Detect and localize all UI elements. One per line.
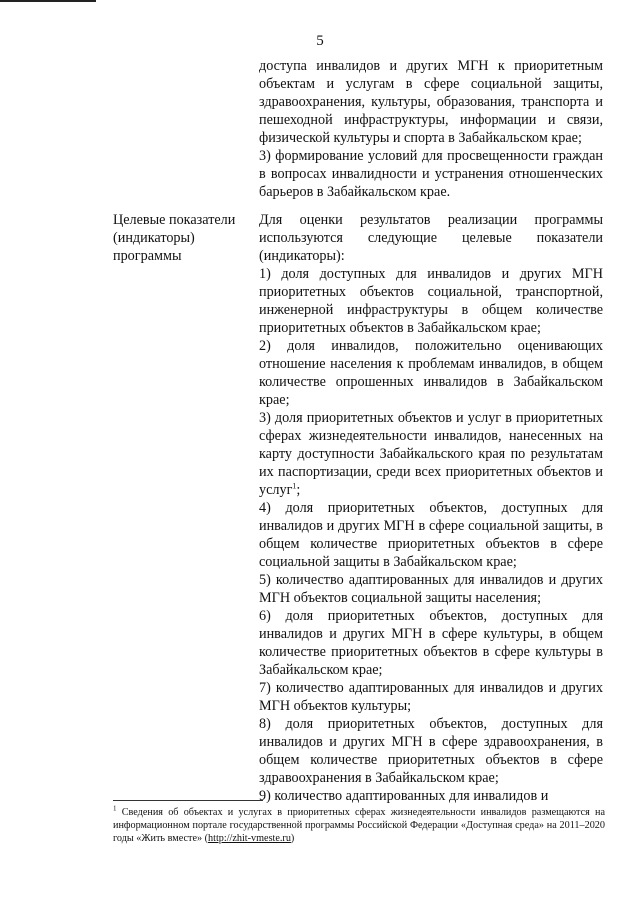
footnote-separator [113, 800, 263, 801]
footnote-mark: 1 [113, 804, 117, 813]
indicator-item-2: 2) доля инвалидов, положительно оценивающих отношение населения к проблемам инвалидов, в общем количестве опрошенных инвалидов в Забайкальском крае; [259, 338, 603, 408]
indicator-item-8: 8) доля приоритетных объектов, доступных для инвалидов и других МГН в сфере здравоохранения, в общем количестве приоритетных объектов в сфере здравоохранения в Забайкальском крае; [259, 716, 603, 786]
indicator-item-6: 6) доля приоритетных объектов, доступных для инвалидов и других МГН в сфере культуры, в общем количестве приоритетных объектов в сфере культуры в Забайкальском крае; [259, 608, 603, 678]
scan-top-mark [0, 0, 96, 2]
indicator-item-9: 9) количество адаптированных для инвалидов и [259, 788, 549, 804]
footnote-reference: 1 [292, 481, 297, 491]
indicator-item-1: 1) доля доступных для инвалидов и других МГН приоритетных объектов социальной, транспортной, инженерной инфраструктуры в общем количестве приоритетных объектов в Забайкальском крае; [259, 266, 603, 336]
indicators-block [259, 211, 603, 805]
indicator-item-3-end: ; [296, 482, 301, 498]
footnote-text: Сведения об объектах и услугах в приоритетных сферах жизнедеятельности инвалидов размещаются на информационном портале государственной программы Российской Федерации «Доступная среда» на 2011–2020 годы «Жить вместе» ( [113, 807, 605, 844]
continuation-paragraph-1: доступа инвалидов и других МГН к приоритетным объектам и услугам в сфере социальной защиты, здравоохранения, культуры, образования, транспорта и пешеходной инфраструктуры, информации и связи, физической культуры и спорта в Забайкальском крае; [259, 58, 603, 146]
indicator-item-3 [259, 409, 603, 499]
footnote [113, 806, 605, 845]
indicator-item-7: 7) количество адаптированных для инвалидов и других МГН объектов культуры; [259, 680, 603, 714]
continuation-block [259, 57, 603, 201]
indicator-item-4: 4) доля приоритетных объектов, доступных для инвалидов и других МГН в сфере социальной защиты, в общем количестве приоритетных объектов в сфере социальной защиты в Забайкальском крае; [259, 500, 603, 570]
footnote-link[interactable]: http://zhit-vmeste.ru [208, 833, 291, 844]
indicators-intro: Для оценки результатов реализации программы используются следующие целевые показатели (индикаторы): [259, 212, 603, 264]
continuation-paragraph-2: 3) формирование условий для просвещенности граждан в вопросах инвалидности и устранения отношенческих барьеров в Забайкальском крае. [259, 148, 603, 200]
indicator-item-5: 5) количество адаптированных для инвалидов и других МГН объектов социальной защиты населения; [259, 572, 603, 606]
indicators-row-label: Целевые показатели (индикаторы) программы [113, 212, 236, 264]
footnote-text-end: ) [290, 833, 295, 844]
page-number: 5 [316, 33, 324, 49]
indicator-item-3-text: 3) доля приоритетных объектов и услуг в приоритетных сферах жизнедеятельности инвалидов, нанесенных на карту доступности Забайкальского края по результатам их паспортизации, среди всех приоритетных объектов и услуг [259, 410, 603, 498]
